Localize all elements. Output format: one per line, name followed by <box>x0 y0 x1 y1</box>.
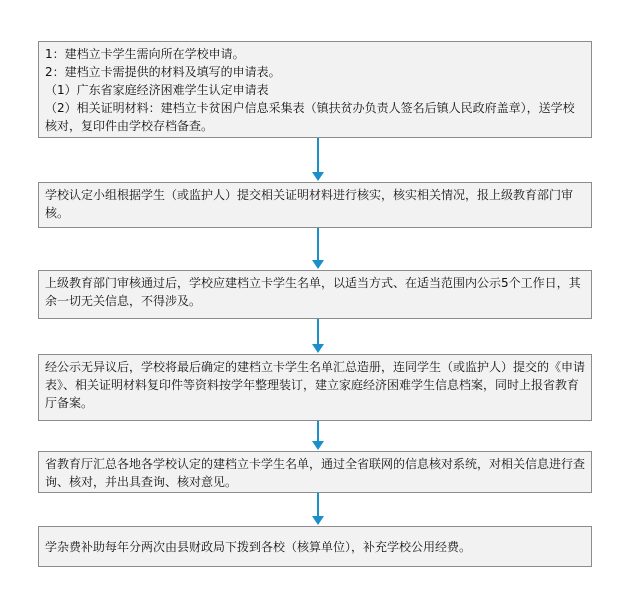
step-1-line-4: （2）相关证明材料：建档立卡贫困户信息采集表（镇扶贫办负责人签名后镇人民政府盖章），送学校核对，复印件由学校存档备查。 <box>45 101 575 133</box>
step-1-line-2: 2：建档立卡需提供的材料及填写的申请表。 <box>45 65 281 79</box>
step-3-text: 上级教育部门审核通过后，学校应建档立卡学生名单，以适当方式、在适当范围内公示5个工作日，其余一切无关信息，不得涉及。 <box>45 276 581 308</box>
arrow-down-icon <box>308 138 328 182</box>
arrow-down-icon <box>308 319 328 354</box>
step-5-text: 省教育厅汇总各地各学校认定的建档立卡学生名单，通过全省联网的信息核对系统，对相关信息进行查询、核对，并出具查询、核对意见。 <box>45 457 586 489</box>
arrow-down-icon <box>308 421 328 451</box>
step-box-1 <box>38 41 592 138</box>
step-1-line-3: （1）广东省家庭经济困难学生认定申请表 <box>45 83 269 97</box>
step-box-2 <box>38 182 592 228</box>
step-4-text: 经公示无异议后，学校将最后确定的建档立卡学生名单汇总造册，连同学生（或监护人）提交的《申请表》、相关证明材料复印件等资料按学年整理装订，建立家庭经济困难学生信息档案，同时上报省教育厅备案。 <box>45 360 586 410</box>
step-box-5 <box>38 451 592 493</box>
step-box-3 <box>38 270 592 319</box>
step-6-text: 学杂费补助每年分两次由县财政局下拨到各校（核算单位），补充学校公用经费。 <box>45 540 472 554</box>
step-box-4 <box>38 354 592 421</box>
arrow-down-icon <box>308 228 328 270</box>
step-1-line-1: 1：建档立卡学生需向所在学校申请。 <box>45 47 245 61</box>
step-box-6 <box>38 526 592 567</box>
step-2-text: 学校认定小组根据学生（或监护人）提交相关证明材料进行核实，核实相关情况，报上级教育部门审核。 <box>45 188 574 220</box>
arrow-down-icon <box>308 493 328 526</box>
